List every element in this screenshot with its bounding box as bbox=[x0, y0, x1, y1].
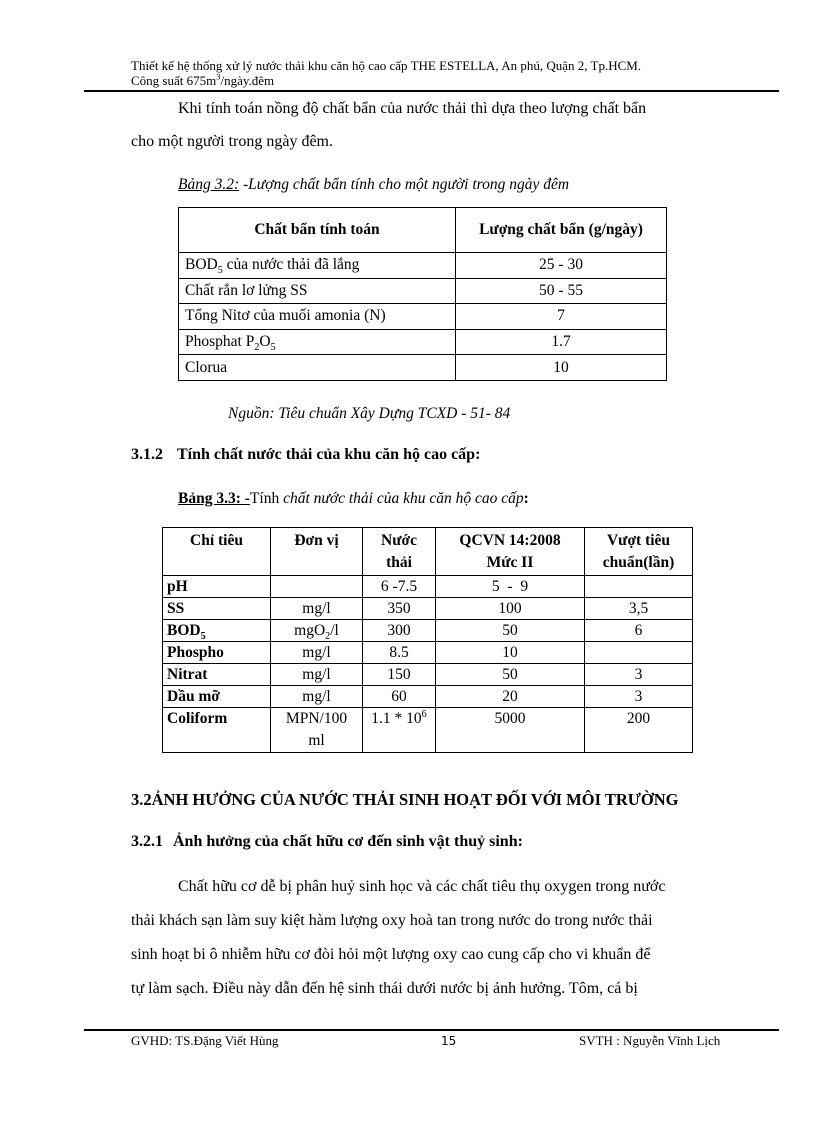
table-cell: 150 bbox=[363, 664, 436, 686]
table-cell: 50 - 55 bbox=[456, 278, 667, 304]
table-header-cell: Nước thải bbox=[363, 528, 436, 576]
table-cell: 350 bbox=[363, 598, 436, 620]
table-row bbox=[179, 329, 667, 355]
table-cell: 6 -7.5 bbox=[363, 576, 436, 598]
paragraph-line-3: sinh hoạt bi ô nhiễm hữu cơ đòi hỏi một lượng oxy cao cung cấp cho vi khuẩn để bbox=[131, 946, 651, 963]
table-header-cell: Đơn vị bbox=[271, 528, 363, 576]
table-cell: $BOD_5$ bbox=[163, 620, 271, 642]
table-cell: SS bbox=[163, 598, 271, 620]
table-cell: 3,5 bbox=[585, 598, 693, 620]
footer-student: SVTH : Nguyễn Vĩnh Lịch bbox=[579, 1033, 721, 1048]
header-title-line1: Thiết kế hệ thống xử lý nước thải khu căn hộ cao cấp THE ESTELLA, An phú, Quận 2, Tp.HCM. bbox=[131, 58, 642, 73]
table-3-2-source: Nguồn: Tiêu chuẩn Xây Dựng TCXD - 51- 84 bbox=[228, 405, 511, 422]
table-cell: Tổng Nitơ của muối amonia (N) bbox=[179, 304, 456, 330]
table-row bbox=[163, 576, 693, 598]
header-divider bbox=[84, 90, 779, 92]
footer-divider bbox=[84, 1029, 779, 1031]
section-3-2-heading: 3.2ẢNH HƯỞNG CỦA NƯỚC THẢI SINH HOẠT ĐỐI VỚI MÔI TRƯỜNG bbox=[131, 790, 679, 809]
table-cell bbox=[271, 576, 363, 598]
paragraph-line-4: tự làm sạch. Điều này dẫn đến hệ sinh thái dưới nước bị ảnh hưởng. Tôm, cá bị bbox=[131, 980, 638, 997]
table-cell: 50 bbox=[436, 620, 585, 642]
table-cell: 200 bbox=[585, 708, 693, 753]
table-cell: 20 bbox=[436, 686, 585, 708]
footer-supervisor: GVHD: TS.Đặng Viết Hùng bbox=[131, 1033, 279, 1048]
table-cell: 300 bbox=[363, 620, 436, 642]
table-cell: Coliform bbox=[163, 708, 271, 753]
table-cell: Chất rắn lơ lửng SS bbox=[179, 278, 456, 304]
table-header-row bbox=[179, 208, 667, 253]
table-cell: $1.1 * 10^6$ bbox=[363, 708, 436, 753]
table-header-cell: QCVN 14:2008 Mức II bbox=[436, 528, 585, 576]
table-cell: MPN/100 ml bbox=[271, 708, 363, 753]
table-cell: 5 - 9 bbox=[436, 576, 585, 598]
table-cell: 50 bbox=[436, 664, 585, 686]
paragraph-line-2: thải khách sạn làm suy kiệt hàm lượng oxy hoà tan trong nước do trong nước thải bbox=[131, 912, 653, 929]
table-cell: 3 bbox=[585, 686, 693, 708]
table-row bbox=[179, 355, 667, 381]
table-cell: mgO$_2$/l bbox=[271, 620, 363, 642]
header-title-line2: Công suất $675m^3/ngày.đêm$ bbox=[131, 71, 275, 88]
table-cell bbox=[585, 576, 693, 598]
table-cell: 10 bbox=[456, 355, 667, 381]
table-header-cell: Chất bẩn tính toán bbox=[179, 208, 456, 253]
table-cell: mg/l bbox=[271, 664, 363, 686]
section-3-2-1-heading: 3.2.1 Ảnh hưởng của chất hữu cơ đến sinh vật thuỷ sinh: bbox=[131, 833, 523, 850]
table-cell: Dầu mỡ bbox=[163, 686, 271, 708]
table-cell: 10 bbox=[436, 642, 585, 664]
table-row bbox=[163, 686, 693, 708]
table-cell: 100 bbox=[436, 598, 585, 620]
intro-line-1: Khi tính toán nồng độ chất bẩn của nước thải thì dựa theo lượng chất bẩn bbox=[178, 100, 647, 117]
table-cell: 1.7 bbox=[456, 329, 667, 355]
table-row bbox=[163, 620, 693, 642]
section-3-1-2-heading: 3.1.2 Tính chất nước thải của khu căn hộ cao cấp: bbox=[131, 446, 481, 463]
paragraph-line-1: Chất hữu cơ dễ bị phân huỷ sinh học và các chất tiêu thụ oxygen trong nước bbox=[178, 878, 666, 895]
table-cell: pH bbox=[163, 576, 271, 598]
table-row bbox=[179, 253, 667, 279]
table-cell: mg/l bbox=[271, 686, 363, 708]
page-number: 15 bbox=[441, 1034, 457, 1048]
table-cell: 60 bbox=[363, 686, 436, 708]
table-row bbox=[179, 304, 667, 330]
table-row bbox=[163, 598, 693, 620]
table-cell: mg/l bbox=[271, 598, 363, 620]
table-row bbox=[163, 664, 693, 686]
table-header-row bbox=[163, 528, 693, 576]
table-cell: Phosphat $P_2O_5$ bbox=[179, 329, 456, 355]
table-cell: 6 bbox=[585, 620, 693, 642]
table-row bbox=[163, 708, 693, 753]
table-3-2-caption: Bảng 3.2: -Lượng chất bẩn tính cho một người trong ngày đêm bbox=[178, 176, 570, 193]
table-3-2 bbox=[178, 207, 667, 381]
table-cell: 8.5 bbox=[363, 642, 436, 664]
table-cell: Phospho bbox=[163, 642, 271, 664]
table-cell: 7 bbox=[456, 304, 667, 330]
table-row bbox=[179, 278, 667, 304]
table-cell: 5000 bbox=[436, 708, 585, 753]
table-cell: 25 - 30 bbox=[456, 253, 667, 279]
table-cell: Nitrat bbox=[163, 664, 271, 686]
table-cell: Clorua bbox=[179, 355, 456, 381]
table-3-3-caption: Bảng 3.3: -Tính chất nước thải của khu căn hộ cao cấp: bbox=[178, 490, 529, 507]
table-header-cell: Vượt tiêu chuẩn(lần) bbox=[585, 528, 693, 576]
table-cell: mg/l bbox=[271, 642, 363, 664]
table-3-3 bbox=[162, 527, 693, 753]
intro-line-2: cho một người trong ngày đêm. bbox=[131, 133, 333, 150]
table-cell: 3 bbox=[585, 664, 693, 686]
page-header bbox=[131, 58, 771, 88]
table-header-cell: Chỉ tiêu bbox=[163, 528, 271, 576]
table-row bbox=[163, 642, 693, 664]
table-header-cell: Lượng chất bẩn (g/ngày) bbox=[456, 208, 667, 253]
table-cell: $BOD_5$ của nước thải đã lắng bbox=[179, 253, 456, 279]
table-cell bbox=[585, 642, 693, 664]
